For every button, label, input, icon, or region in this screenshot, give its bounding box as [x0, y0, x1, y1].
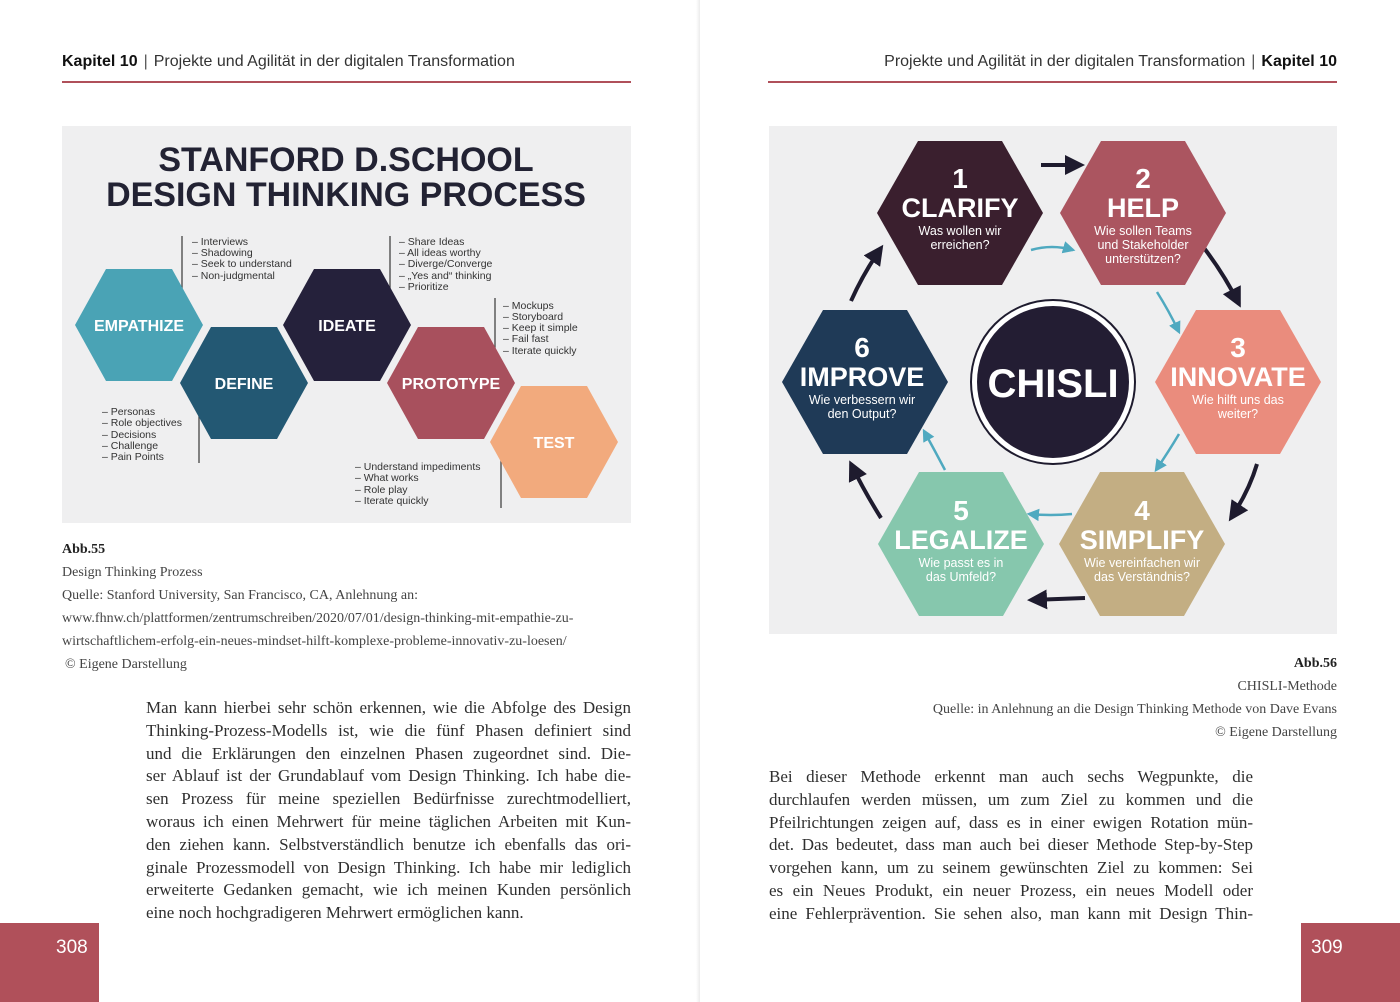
step-name: CLARIFY	[901, 193, 1019, 223]
prototype-note: – Iterate quickly	[503, 345, 577, 357]
step-name: INNOVATE	[1170, 362, 1306, 392]
caption-title: Design Thinking Prozess	[62, 565, 203, 580]
step-question: und Stakeholder	[1097, 238, 1189, 252]
empathize-note: – Shadowing	[192, 247, 253, 259]
step-question: Was wollen wir	[918, 224, 1002, 238]
arrow-2-3	[1204, 248, 1239, 304]
empathize-note: – Seek to understand	[192, 258, 292, 270]
test-note: – Understand impediments	[355, 461, 481, 473]
test-note: – What works	[355, 472, 419, 484]
caption-number: Abb.56	[1293, 656, 1337, 671]
text-line: Bei dieser Methode erkennt man auch sechs Wegpunkte, die	[769, 767, 1253, 786]
define-note: – Role objectives	[102, 417, 182, 429]
text-line: sen Prozess für meine speziellen Bedürfnisse zurechtmodelliert,	[146, 789, 631, 809]
text-line: Thinking-Prozess-Modells ist, wie die fünf Phasen definiert sind	[146, 720, 631, 740]
ideate-note: – Share Ideas	[399, 236, 465, 248]
text-line: ginale Prozessmodell von Design Thinking. Ich habe mir lediglich	[146, 857, 631, 877]
test-note: – Iterate quickly	[355, 495, 429, 507]
step-question: das Umfeld?	[925, 570, 997, 584]
define-note: – Challenge	[102, 440, 159, 452]
header-rule	[62, 81, 631, 83]
page-number-right	[1301, 923, 1400, 1002]
step-number: 2	[1135, 163, 1151, 194]
inner-arrow-3-4	[1156, 434, 1179, 470]
step-number: 1	[952, 163, 968, 194]
prototype-label: PROTOTYPE	[401, 376, 501, 393]
ideate-note: – Diverge/Converge	[399, 258, 493, 270]
empathize-label: EMPATHIZE	[93, 318, 185, 335]
step-number: 5	[953, 495, 969, 526]
text-line: vorgehen kann, um zu seinem gewünschten Ziel zu kommen: Sei	[769, 858, 1253, 878]
define-note: – Personas	[102, 406, 156, 418]
page-number: 308	[56, 937, 88, 958]
prototype-note: – Fail fast	[503, 333, 549, 345]
empathize-note: – Non-judgmental	[192, 270, 275, 282]
step-question: Wie hilft uns das	[1192, 393, 1284, 407]
step-number: 6	[854, 332, 870, 363]
arrow-5-6	[851, 464, 881, 518]
page-number: 309	[1311, 937, 1343, 958]
chapter-label: Kapitel 10	[62, 53, 138, 70]
text-line: woraus ich einen Mehrwert für meine täglichen Arbeiten mit Kun-	[146, 811, 631, 831]
right-page	[700, 0, 1400, 1002]
empathize-note: – Interviews	[192, 236, 249, 248]
caption-copyright: © Eigene Darstellung	[1215, 725, 1337, 740]
inner-arrow-1-2	[1031, 247, 1073, 250]
inner-arrow-5-6	[924, 431, 945, 470]
text-line: ser Ablauf ist der Grundablauf vom Design Thinking. Ich habe die-	[146, 766, 631, 786]
inner-arrow-4-5	[1029, 514, 1072, 515]
caption-source-url: www.fhnw.ch/plattformen/zentrumschreiben/2020/07/01/design-thinking-mit-empathie-zu-	[62, 611, 574, 626]
caption-copyright: © Eigene Darstellung	[65, 657, 187, 672]
test-label: TEST	[533, 435, 575, 452]
define-note: – Decisions	[102, 429, 157, 441]
step-number: 4	[1134, 495, 1150, 526]
arrow-3-4	[1231, 464, 1257, 518]
caption-number: Abb.55	[62, 542, 106, 557]
text-line: eine noch hochgradigeren Mehrwert ermöglichen kann.	[146, 903, 524, 923]
test-note: – Role play	[355, 484, 408, 496]
header-rule	[768, 81, 1337, 83]
step-question: den Output?	[827, 407, 897, 421]
figure-caption-right	[768, 652, 1337, 744]
define-note: – Pain Points	[102, 451, 164, 463]
step-name: HELP	[1106, 193, 1180, 223]
step-question: Wie verbessern wir	[808, 393, 916, 407]
center-label: CHISLI	[987, 362, 1119, 406]
text-line: erweiterte Gedanken gemacht, wie ich meinen Kunden persönlich	[146, 880, 631, 900]
ideate-note: – All ideas worthy	[399, 247, 481, 259]
caption-source-url: wirtschaftlichem-erfolg-ein-neues-mindset-hilft-komplexe-probleme-innovativ-zu-loesen/	[62, 634, 567, 649]
chisli-diagram	[769, 126, 1337, 634]
text-line: det. Das bedeutet, dass man auch bei dieser Methode Step-by-Step	[769, 835, 1253, 855]
design-thinking-figure	[62, 126, 631, 523]
figure-title-line2: DESIGN THINKING PROCESS	[106, 176, 586, 214]
text-line: es ein Neues Produkt, ein neuer Prozess, ein neues Modell oder	[769, 880, 1253, 900]
text-line: Pfeilrichtungen zeigen auf, dass es in einer ewigen Rotation mün-	[769, 812, 1253, 832]
prototype-note: – Mockups	[503, 300, 554, 312]
prototype-note: – Storyboard	[503, 311, 564, 323]
step-question: das Verständnis?	[1094, 570, 1190, 584]
text-line: und die Erklärungen den einzelnen Phasen zugeordnet sind. Die-	[146, 743, 631, 763]
chapter-title: Projekte und Agilität in der digitalen Transformation	[884, 53, 1246, 70]
chapter-label: Kapitel 10	[1261, 53, 1337, 70]
prototype-note: – Keep it simple	[503, 322, 578, 334]
arrow-6-1	[851, 248, 881, 301]
caption-source: Quelle: Stanford University, San Francisco, CA, Anlehnung an:	[62, 588, 419, 603]
running-head-left: Kapitel 10 | Projekte und Agilität in der digitalen Transformation	[62, 53, 515, 70]
step-name: SIMPLIFY	[1079, 525, 1205, 555]
text-line: eine Fehlerprävention. Sie sehen also, man kann mit Design Thin-	[769, 903, 1253, 923]
step-name: LEGALIZE	[894, 525, 1028, 555]
step-question: Wie sollen Teams	[1094, 224, 1192, 238]
body-text-right	[769, 766, 1253, 926]
define-label: DEFINE	[214, 376, 274, 393]
design-thinking-diagram	[62, 126, 631, 523]
text-line: durchlaufen werden müssen, um zum Ziel zu kommen und die	[769, 789, 1253, 809]
body-text-left	[146, 697, 631, 925]
step-question: unterstützen?	[1105, 252, 1181, 266]
figure-caption-left	[62, 538, 642, 676]
ideate-label: IDEATE	[318, 318, 376, 335]
caption-title: CHISLI-Methode	[1237, 679, 1337, 694]
running-head-right: Projekte und Agilität in der digitalen Transformation | Kapitel 10	[884, 53, 1337, 70]
step-question: erreichen?	[930, 238, 990, 252]
step-number: 3	[1230, 332, 1246, 363]
page-number-left	[0, 923, 99, 1002]
caption-source: Quelle: in Anlehnung an die Design Thinking Methode von Dave Evans	[932, 702, 1337, 717]
text-line: Man kann hierbei sehr schön erkennen, wie die Abfolge des Design	[146, 698, 631, 717]
arrow-4-5	[1031, 598, 1085, 600]
ideate-note: – Prioritize	[399, 281, 449, 293]
chapter-title: Projekte und Agilität in der digitalen Transformation	[153, 53, 515, 70]
chisli-figure	[769, 126, 1337, 634]
text-line: den ziehen kann. Selbstverständlich benutze ich ebenfalls das ori-	[146, 834, 631, 854]
ideate-note: – „Yes and“ thinking	[399, 270, 492, 282]
step-name: IMPROVE	[799, 362, 925, 392]
inner-arrow-2-3	[1157, 292, 1179, 332]
step-question: Wie vereinfachen wir	[1083, 556, 1201, 570]
step-question: Wie passt es in	[918, 556, 1004, 570]
figure-title-line1: STANFORD D.SCHOOL	[158, 141, 534, 179]
step-question: weiter?	[1217, 407, 1259, 421]
